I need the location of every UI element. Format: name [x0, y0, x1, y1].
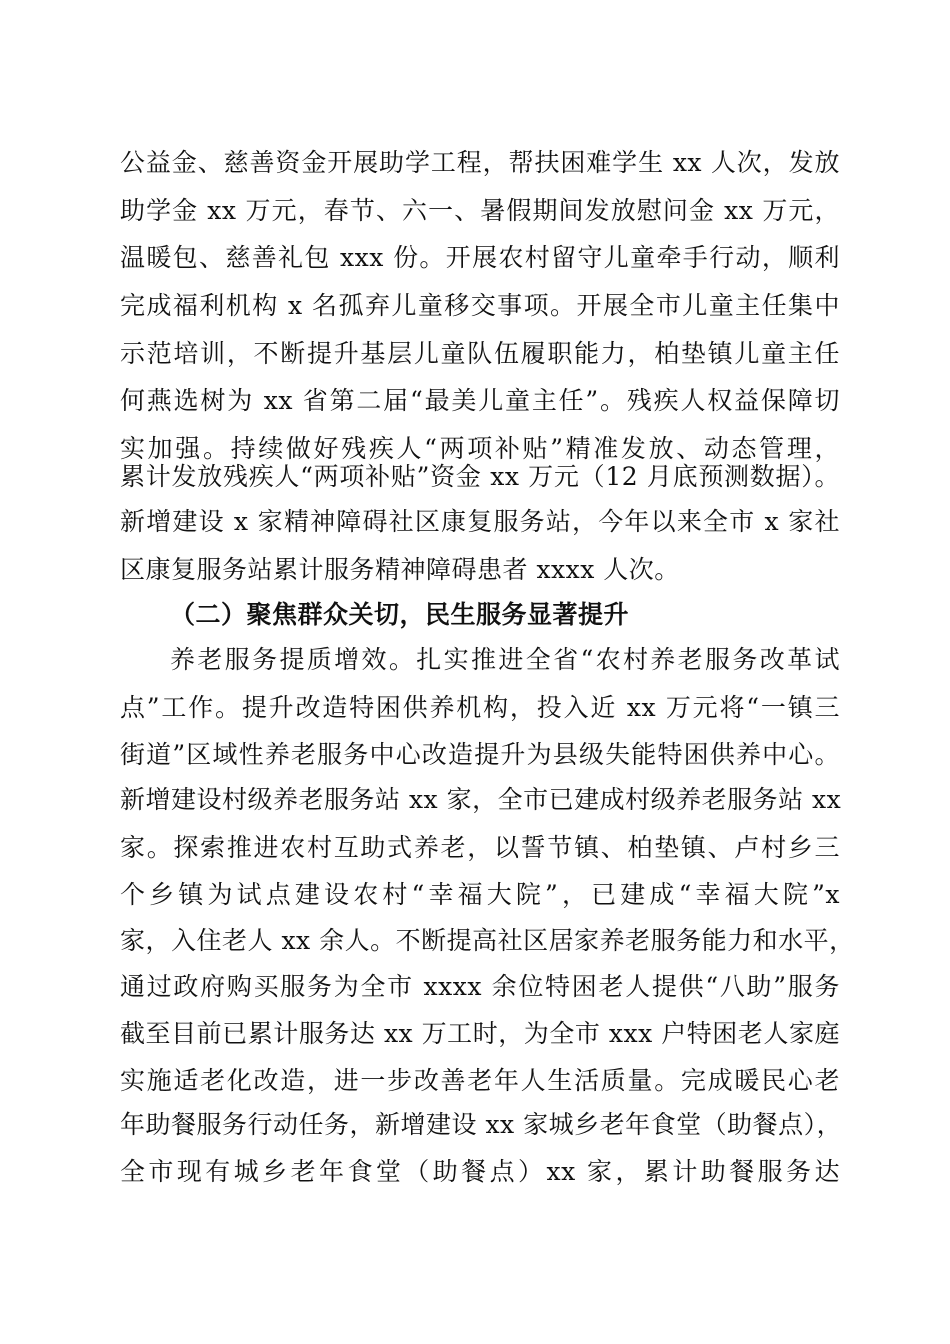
paragraph2-line-9: 截至目前已累计服务达 xx 万工时，为全市 xxx 户特困老人家庭 — [120, 1019, 840, 1048]
paragraph2-line-7: 家，入住老人 xx 余人。不断提高社区居家养老服务能力和水平， — [120, 926, 855, 955]
paragraph1-line-4: 完成福利机构 x 名孤弃儿童移交事项。开展全市儿童主任集中 — [120, 291, 840, 320]
paragraph2-line-11: 年助餐服务行动任务，新增建设 xx 家城乡老年食堂（助餐点）， — [120, 1110, 843, 1139]
paragraph2-line-4: 新增建设村级养老服务站 xx 家，全市已建成村级养老服务站 xx — [120, 785, 842, 814]
paragraph1-line-3: 温暖包、慈善礼包 xxx 份。开展农村留守儿童牵手行动，顺利 — [120, 243, 840, 272]
paragraph2-line-8: 通过政府购买服务为全市 xxxx 余位特困老人提供“八助”服务 — [120, 972, 840, 1001]
paragraph1-line-7: 实加强。持续做好残疾人“两项补贴”精准发放、动态管理， — [120, 434, 840, 463]
paragraph2-line-6: 个乡镇为试点建设农村“幸福大院”，已建成“幸福大院”x — [120, 880, 840, 909]
paragraph2-line-1: 养老服务提质增效。扎实推进全省“农村养老服务改革试 — [170, 645, 840, 674]
paragraph1-line-9: 新增建设 x 家精神障碍社区康复服务站，今年以来全市 x 家社 — [120, 507, 840, 536]
section-heading: （二）聚焦群众关切，民生服务显著提升 — [170, 600, 630, 629]
paragraph1-line-8: 累计发放残疾人“两项补贴”资金 xx 万元（12 月底预测数据）。 — [120, 462, 840, 491]
paragraph2-line-3: 街道”区域性养老服务中心改造提升为县级失能特困供养中心。 — [120, 740, 840, 769]
paragraph2-line-10: 实施适老化改造，进一步改善老年人生活质量。完成暖民心老 — [120, 1066, 840, 1095]
paragraph1-line-5: 示范培训，不断提升基层儿童队伍履职能力，柏垫镇儿童主任 — [120, 339, 840, 368]
paragraph2-line-2: 点”工作。提升改造特困供养机构，投入近 xx 万元将“一镇三 — [120, 693, 840, 722]
paragraph2-line-12: 全市现有城乡老年食堂（助餐点）xx 家，累计助餐服务达 — [120, 1157, 840, 1186]
paragraph1-line-6: 何燕选树为 xx 省第二届“最美儿童主任”。残疾人权益保障切 — [120, 386, 840, 415]
paragraph1-line-2: 助学金 xx 万元，春节、六一、暑假期间发放慰问金 xx 万元， — [120, 196, 840, 225]
paragraph1-line-1: 公益金、慈善资金开展助学工程，帮扶困难学生 xx 人次，发放 — [120, 148, 840, 177]
paragraph2-line-5: 家。探索推进农村互助式养老，以誓节镇、柏垫镇、卢村乡三 — [120, 833, 840, 862]
paragraph1-line-10: 区康复服务站累计服务精神障碍患者 xxxx 人次。 — [120, 555, 680, 584]
